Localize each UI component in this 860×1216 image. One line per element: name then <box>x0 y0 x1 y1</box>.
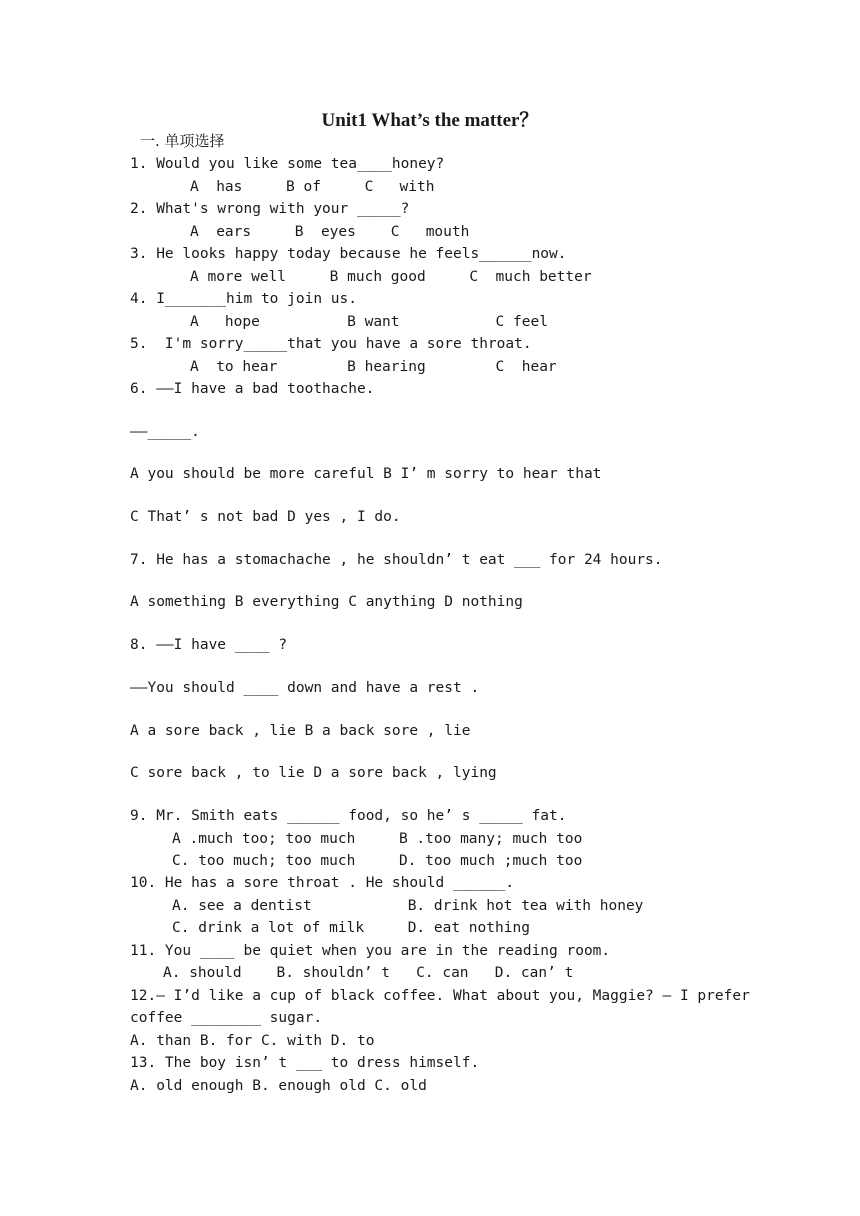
question-9: 9. Mr. Smith eats ______ food, so he’ s _____ fat. <box>130 808 567 824</box>
question-10-options-ab: A. see a dentist B. drink hot tea with honey <box>172 898 644 914</box>
question-3: 3. He looks happy today because he feels______now. <box>130 246 567 262</box>
question-9-options-ab: A .much too; too much B .too many; much too <box>172 831 583 847</box>
question-12-options: A. than B. for C. with D. to <box>130 1033 375 1049</box>
question-10-options-cd: C. drink a lot of milk D. eat nothing <box>172 920 530 936</box>
question-4: 4. I_______him to join us. <box>130 291 357 307</box>
question-8: 8. ——I have ____ ? <box>130 637 288 653</box>
question-6-options-cd: C That’ s not bad D yes , I do. <box>130 509 401 525</box>
question-5-options: A to hear B hearing C hear <box>190 359 557 375</box>
question-4-options: A hope B want C feel <box>190 314 548 330</box>
question-2: 2. What's wrong with your _____? <box>130 201 410 217</box>
question-1: 1. Would you like some tea____honey? <box>130 156 445 172</box>
question-12-continued: coffee ________ sugar. <box>130 1010 323 1026</box>
question-12: 12.— I’d like a cup of black coffee. What about you, Maggie? — I prefer <box>130 988 750 1004</box>
section-heading: 一. 单项选择 <box>140 132 225 150</box>
question-11-options: A. should B. shouldn’ t C. can D. can’ t <box>163 965 574 981</box>
question-7-options: A something B everything C anything D nothing <box>130 594 523 610</box>
question-8-options-ab: A a sore back , lie B a back sore , lie <box>130 723 471 739</box>
question-6-options-ab: A you should be more careful B I’ m sorry to hear that <box>130 466 602 482</box>
question-7: 7. He has a stomachache , he shouldn’ t eat ___ for 24 hours. <box>130 552 663 568</box>
question-6-reply: ——_____. <box>130 424 200 440</box>
question-13: 13. The boy isn’ t ___ to dress himself. <box>130 1055 480 1071</box>
question-13-options: A. old enough B. enough old C. old <box>130 1078 427 1094</box>
question-10: 10. He has a sore throat . He should ______. <box>130 875 515 891</box>
question-8-options-cd: C sore back , to lie D a sore back , lying <box>130 765 497 781</box>
question-11: 11. You ____ be quiet when you are in the reading room. <box>130 943 611 959</box>
question-6: 6. ——I have a bad toothache. <box>130 381 375 397</box>
question-8-reply: ——You should ____ down and have a rest . <box>130 680 480 696</box>
question-2-options: A ears B eyes C mouth <box>190 224 470 240</box>
question-1-options: A has B of C with <box>190 179 435 195</box>
page-title: Unit1 What’s the matter？ <box>321 110 539 131</box>
question-9-options-cd: C. too much; too much D. too much ;much too <box>172 853 583 869</box>
question-5: 5. I'm sorry_____that you have a sore throat. <box>130 336 532 352</box>
question-3-options: A more well B much good C much better <box>190 269 592 285</box>
